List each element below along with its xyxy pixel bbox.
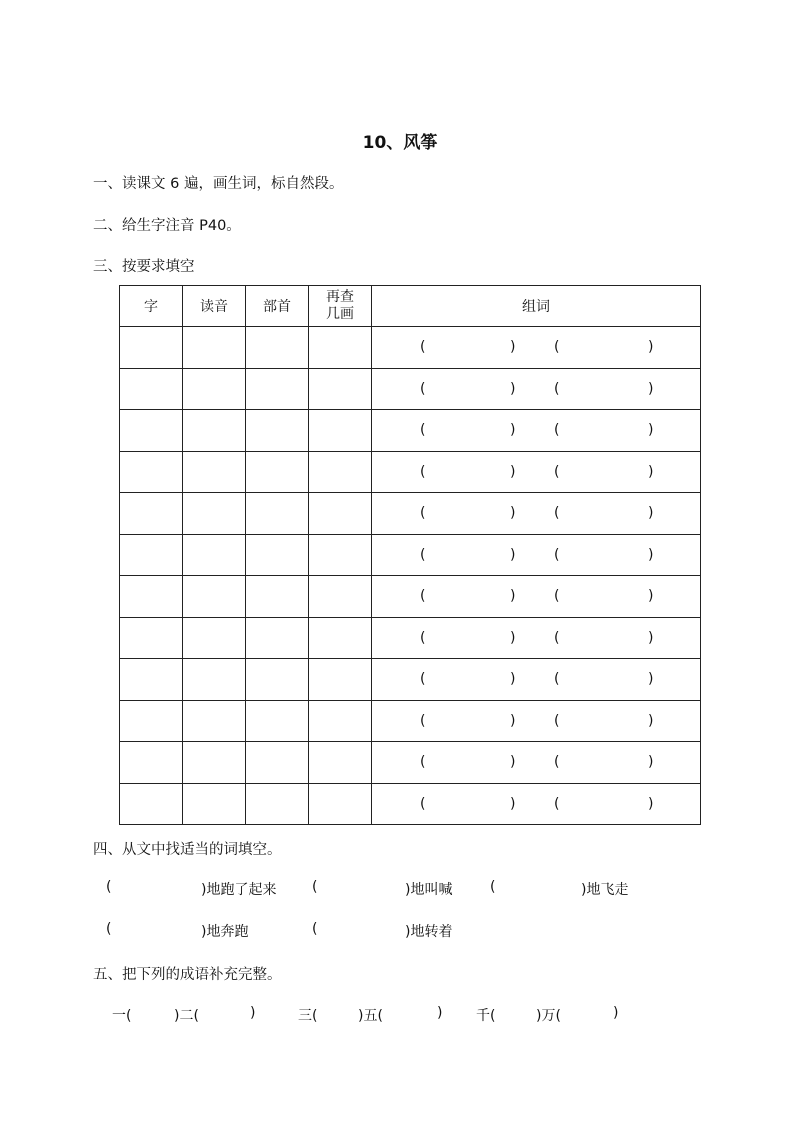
- paren-open: (: [420, 339, 426, 356]
- cell-stroke-count[interactable]: [309, 368, 372, 410]
- paren-close: ): [648, 588, 654, 605]
- cell-radical[interactable]: [246, 451, 309, 493]
- cell-stroke-count[interactable]: [309, 576, 372, 618]
- paren-close: ): [648, 546, 654, 563]
- header-stroke-line2: 几画: [326, 306, 354, 322]
- idiom-part: )二(: [174, 1008, 199, 1024]
- paren-open: (: [420, 463, 426, 480]
- table-row: [120, 327, 701, 369]
- cell-word-group[interactable]: [372, 493, 701, 535]
- table-row: [120, 742, 701, 784]
- paren-close: ): [648, 795, 654, 812]
- blank-open[interactable]: (: [312, 921, 318, 937]
- paren-open: (: [554, 546, 560, 563]
- cell-pronunciation[interactable]: [183, 659, 246, 701]
- cell-pronunciation[interactable]: [183, 783, 246, 825]
- paren-open: (: [554, 671, 560, 688]
- table-row: [120, 368, 701, 410]
- paren-close: ): [510, 339, 516, 356]
- instruction-two: 二、给生字注音 P40。: [93, 218, 241, 234]
- cell-character[interactable]: [120, 410, 183, 452]
- idiom-part: )万(: [536, 1008, 561, 1024]
- header-pronunciation: 读音: [183, 286, 246, 327]
- cell-pronunciation[interactable]: [183, 742, 246, 784]
- table-row: [120, 783, 701, 825]
- cell-character[interactable]: [120, 617, 183, 659]
- cell-pronunciation[interactable]: [183, 576, 246, 618]
- cell-radical[interactable]: [246, 327, 309, 369]
- idiom-part: )五(: [358, 1008, 383, 1024]
- instruction-one: 一、读课文 6 遍，画生词，标自然段。: [93, 176, 344, 192]
- header-radical: 部首: [246, 286, 309, 327]
- cell-pronunciation[interactable]: [183, 410, 246, 452]
- cell-word-group[interactable]: [372, 783, 701, 825]
- idiom-part: 千(: [476, 1008, 496, 1024]
- cell-character[interactable]: [120, 493, 183, 535]
- paren-close: ): [510, 795, 516, 812]
- blank-open[interactable]: (: [490, 879, 496, 895]
- paren-open: (: [554, 463, 560, 480]
- cell-character[interactable]: [120, 659, 183, 701]
- paren-close: ): [648, 629, 654, 646]
- phrase-text: )地叫喊: [405, 882, 453, 898]
- paren-open: (: [554, 339, 560, 356]
- cell-word-group[interactable]: [372, 659, 701, 701]
- cell-radical[interactable]: [246, 493, 309, 535]
- paren-open: (: [554, 422, 560, 439]
- paren-close: ): [510, 629, 516, 646]
- cell-pronunciation[interactable]: [183, 368, 246, 410]
- table-row: [120, 700, 701, 742]
- table-row: [120, 493, 701, 535]
- blank-open[interactable]: (: [106, 879, 112, 895]
- cell-stroke-count[interactable]: [309, 410, 372, 452]
- instruction-five: 五、把下列的成语补充完整。: [93, 967, 282, 983]
- idiom-part: 一(: [112, 1008, 132, 1024]
- paren-close: ): [648, 463, 654, 480]
- paren-open: (: [420, 712, 426, 729]
- paren-close: ): [510, 380, 516, 397]
- cell-stroke-count[interactable]: [309, 534, 372, 576]
- page-title: 10、风筝: [362, 133, 438, 153]
- paren-close: ): [510, 712, 516, 729]
- cell-stroke-count[interactable]: [309, 327, 372, 369]
- idiom-part: ): [250, 1005, 256, 1021]
- cell-word-group[interactable]: [372, 700, 701, 742]
- cell-stroke-count[interactable]: [309, 617, 372, 659]
- cell-pronunciation[interactable]: [183, 327, 246, 369]
- table-header-row: [120, 286, 701, 327]
- paren-close: ): [510, 588, 516, 605]
- cell-pronunciation[interactable]: [183, 451, 246, 493]
- paren-open: (: [420, 629, 426, 646]
- paren-open: (: [554, 754, 560, 771]
- paren-open: (: [554, 380, 560, 397]
- cell-word-group[interactable]: [372, 410, 701, 452]
- paren-open: (: [554, 505, 560, 522]
- paren-open: (: [420, 505, 426, 522]
- cell-stroke-count[interactable]: [309, 742, 372, 784]
- paren-open: (: [420, 422, 426, 439]
- instruction-four: 四、从文中找适当的词填空。: [93, 842, 282, 858]
- idiom-part: 三(: [298, 1008, 318, 1024]
- paren-open: (: [420, 380, 426, 397]
- cell-radical[interactable]: [246, 410, 309, 452]
- cell-pronunciation[interactable]: [183, 700, 246, 742]
- cell-word-group[interactable]: [372, 576, 701, 618]
- idiom-part: ): [613, 1005, 619, 1021]
- blank-open[interactable]: (: [106, 921, 112, 937]
- cell-character[interactable]: [120, 783, 183, 825]
- instruction-three: 三、按要求填空: [93, 259, 195, 275]
- paren-open: (: [554, 795, 560, 812]
- paren-close: ): [510, 463, 516, 480]
- paren-close: ): [648, 380, 654, 397]
- cell-pronunciation[interactable]: [183, 534, 246, 576]
- paren-close: ): [510, 422, 516, 439]
- cell-character[interactable]: [120, 534, 183, 576]
- paren-close: ): [510, 671, 516, 688]
- cell-character[interactable]: [120, 742, 183, 784]
- cell-character[interactable]: [120, 700, 183, 742]
- paren-open: (: [420, 671, 426, 688]
- cell-radical[interactable]: [246, 700, 309, 742]
- table-row: [120, 534, 701, 576]
- cell-stroke-count[interactable]: [309, 451, 372, 493]
- paren-close: ): [510, 754, 516, 771]
- paren-close: ): [648, 422, 654, 439]
- table-row: [120, 576, 701, 618]
- blank-open[interactable]: (: [312, 879, 318, 895]
- paren-close: ): [510, 505, 516, 522]
- cell-character[interactable]: [120, 451, 183, 493]
- paren-close: ): [648, 754, 654, 771]
- header-character: 字: [120, 286, 183, 327]
- table-row: [120, 617, 701, 659]
- idiom-part: ): [437, 1005, 443, 1021]
- paren-close: ): [648, 671, 654, 688]
- cell-stroke-count[interactable]: [309, 659, 372, 701]
- header-stroke-line1: 再查: [326, 289, 354, 305]
- header-word-group: 组词: [372, 286, 701, 327]
- paren-close: ): [510, 546, 516, 563]
- cell-word-group[interactable]: [372, 451, 701, 493]
- paren-close: ): [648, 712, 654, 729]
- phrase-text: )地跑了起来: [201, 882, 277, 898]
- paren-open: (: [554, 629, 560, 646]
- cell-pronunciation[interactable]: [183, 493, 246, 535]
- cell-word-group[interactable]: [372, 534, 701, 576]
- paren-open: (: [420, 588, 426, 605]
- phrase-text: )地飞走: [581, 882, 629, 898]
- cell-radical[interactable]: [246, 742, 309, 784]
- vocabulary-table: [119, 285, 701, 825]
- cell-word-group[interactable]: [372, 327, 701, 369]
- header-stroke-count: [309, 286, 372, 327]
- cell-radical[interactable]: [246, 659, 309, 701]
- phrase-text: )地奔跑: [201, 924, 249, 940]
- cell-stroke-count[interactable]: [309, 700, 372, 742]
- cell-radical[interactable]: [246, 368, 309, 410]
- paren-open: (: [420, 546, 426, 563]
- cell-radical[interactable]: [246, 534, 309, 576]
- cell-word-group[interactable]: [372, 368, 701, 410]
- cell-character[interactable]: [120, 576, 183, 618]
- table-row: [120, 410, 701, 452]
- table-row: [120, 451, 701, 493]
- cell-character[interactable]: [120, 327, 183, 369]
- cell-character[interactable]: [120, 368, 183, 410]
- cell-stroke-count[interactable]: [309, 783, 372, 825]
- paren-close: ): [648, 505, 654, 522]
- cell-radical[interactable]: [246, 576, 309, 618]
- cell-radical[interactable]: [246, 617, 309, 659]
- paren-open: (: [420, 754, 426, 771]
- paren-open: (: [554, 712, 560, 729]
- cell-radical[interactable]: [246, 783, 309, 825]
- cell-word-group[interactable]: [372, 742, 701, 784]
- cell-stroke-count[interactable]: [309, 493, 372, 535]
- phrase-text: )地转着: [405, 924, 453, 940]
- paren-open: (: [420, 795, 426, 812]
- table-row: [120, 659, 701, 701]
- cell-word-group[interactable]: [372, 617, 701, 659]
- paren-close: ): [648, 339, 654, 356]
- paren-open: (: [554, 588, 560, 605]
- cell-pronunciation[interactable]: [183, 617, 246, 659]
